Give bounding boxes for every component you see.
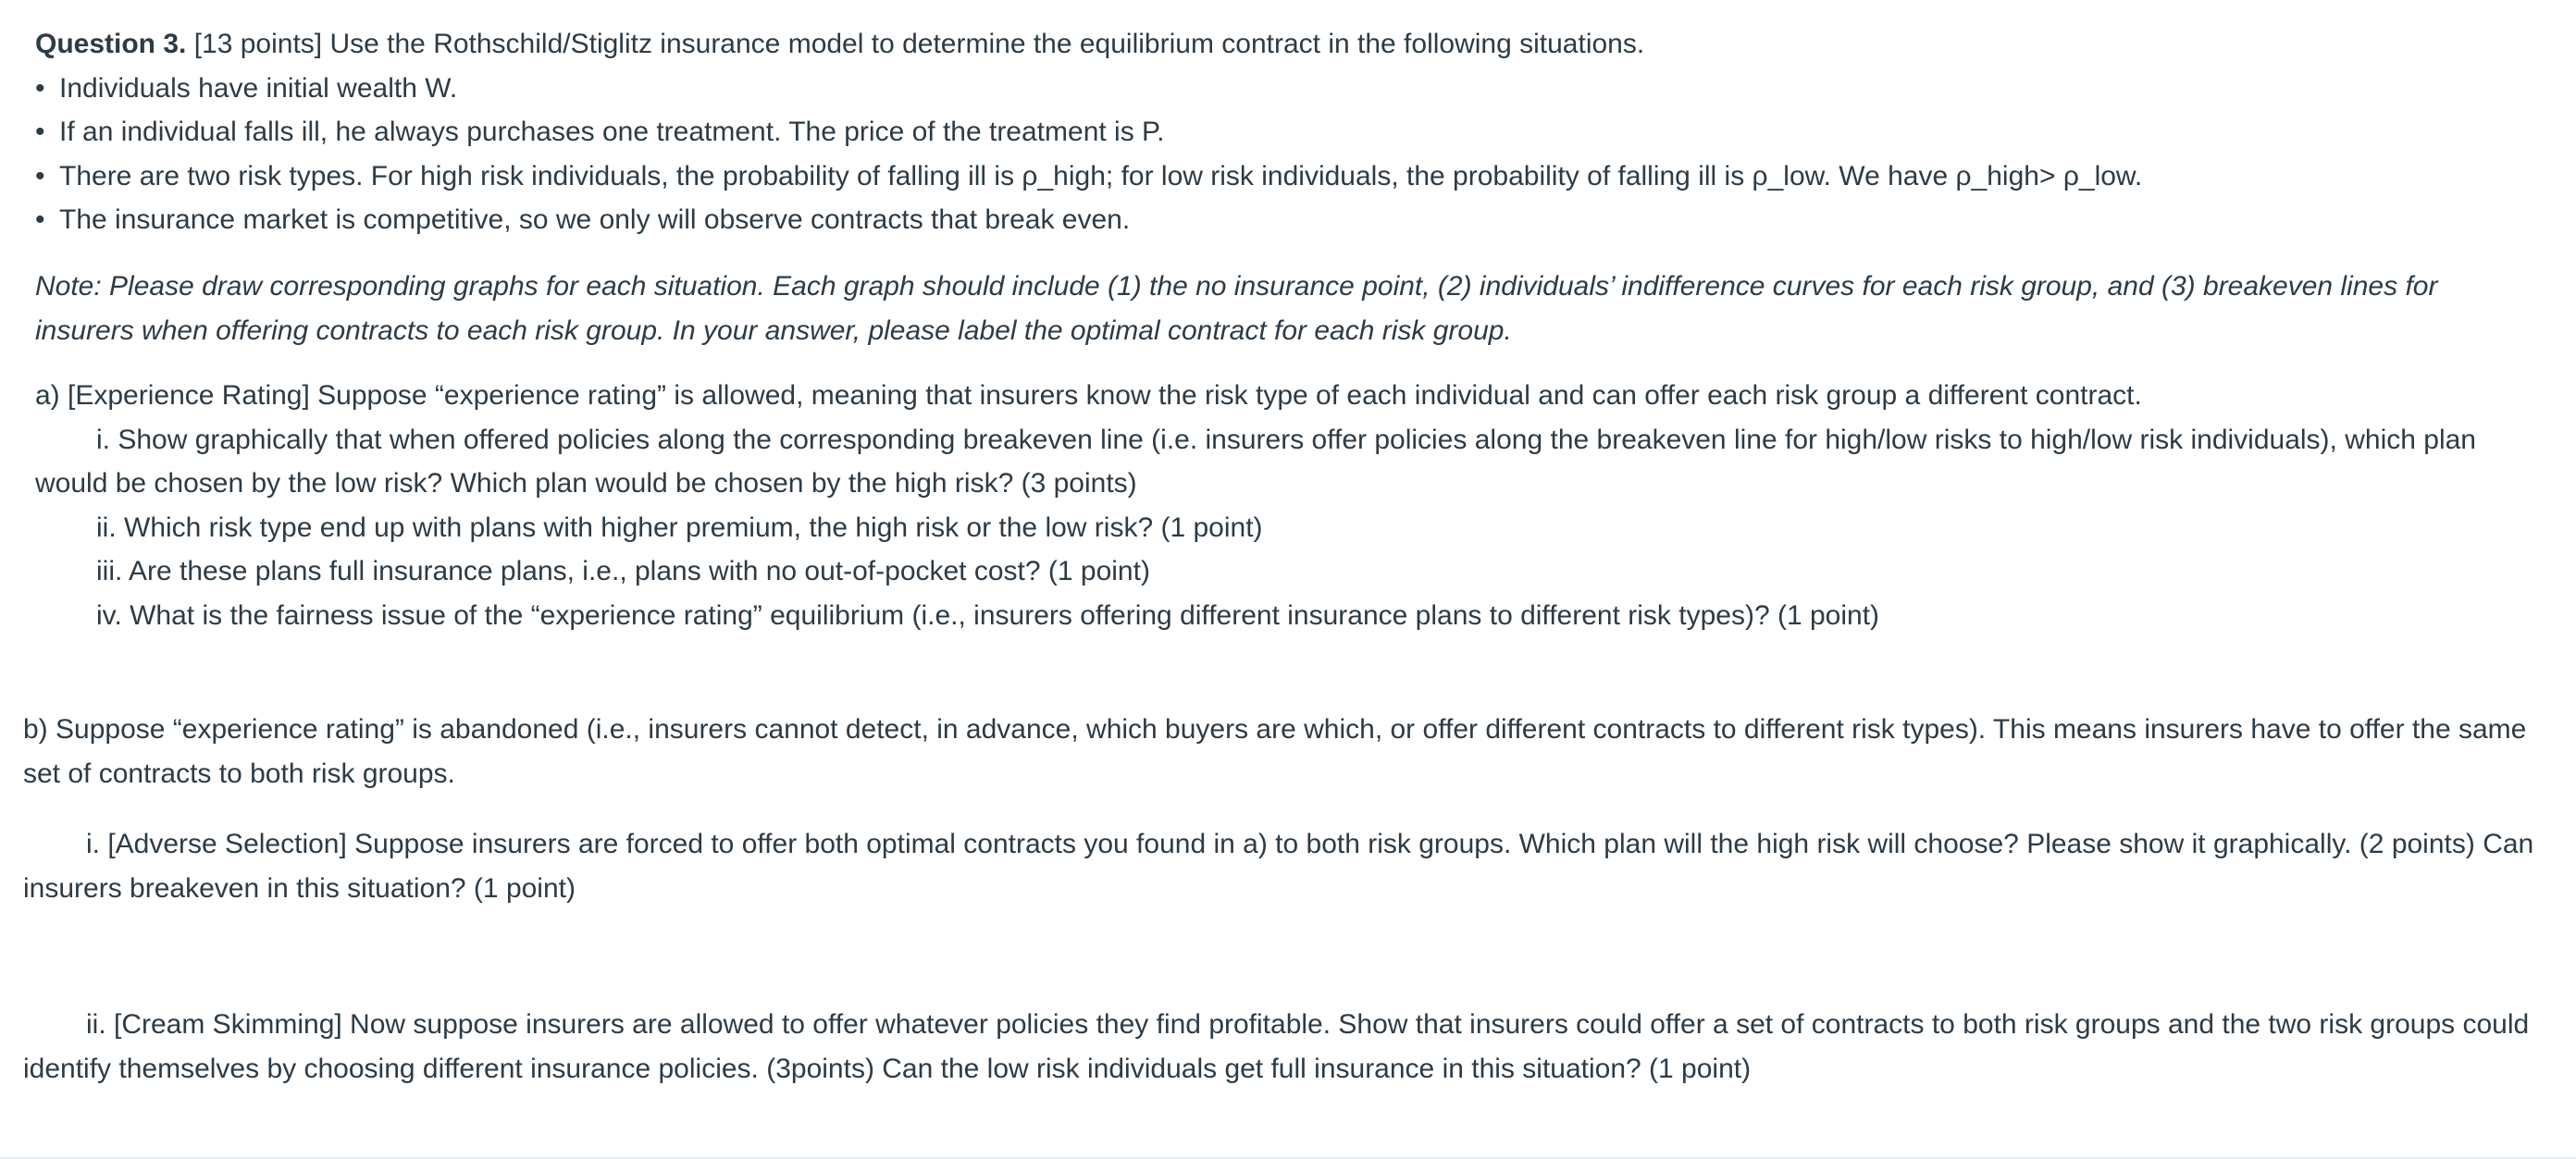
part-a-iv: iv. What is the fairness issue of the “experience rating” equilibrium (i.e., insurers offering different insurance plans to different risk types)? (1 point): [96, 599, 1880, 631]
graph-note: Note: Please draw corresponding graphs for each situation. Each graph should include (1) the no insurance point, (2) individuals’ indifference curves for each risk group, and (3) breakeven lines for insurers when offering contracts to each risk group. In your answer, please label the optimal contract for each risk group.: [35, 271, 2438, 346]
question-label: Question 3.: [35, 29, 187, 59]
part-b-ii: ii. [Cream Skimming] Now suppose insurers are allowed to offer whatever policies they find profitable. Show that insurers could offer a set of contracts to both risk groups and the two risk groups could identify themselves by choosing different insurance policies. (3points) Can the low risk individuals get full insurance in this situation? (1 point): [23, 1009, 2530, 1084]
part-a-iii: iii. Are these plans full insurance plans, i.e., plans with no out-of-pocket cost? (1 point): [96, 556, 1150, 586]
bullet-text: There are two risk types. For high risk individuals, the probability of falling ill is ρ_high; for low risk individuals, the probability of falling ill is ρ_low. We have ρ_high> ρ_low.: [59, 160, 2143, 191]
question-intro: [35, 22, 2539, 67]
bullet-text: Individuals have initial wealth W.: [59, 72, 458, 104]
bullet-icon: •: [35, 72, 45, 104]
part-a-i: i. Show graphically that when offered policies along the corresponding breakeven line (i.e. insurers offer policies along the breakeven line for high/low risks to high/low risk individuals), which plan would be chosen by the low risk? Which plan would be chosen by the high risk? (3 points): [35, 424, 2476, 499]
part-a: [35, 374, 2539, 637]
bullet-item: [35, 110, 2539, 154]
part-b-heading: b) Suppose “experience rating” is abandoned (i.e., insurers cannot detect, in advance, which buyers are which, or offer different contracts to different risk types). This means insurers have to offer the same set of contracts to both risk groups.: [23, 714, 2527, 789]
bullet-item: [35, 67, 2539, 111]
part-a-ii: ii. Which risk type end up with plans with higher premium, the high risk or the low risk? (1 point): [96, 512, 1263, 543]
bullet-icon: •: [35, 204, 45, 235]
bullet-icon: •: [35, 117, 45, 147]
part-b-i: i. [Adverse Selection] Suppose insurers are forced to offer both optimal contracts you found in a) to both risk groups. Which plan will the high risk will choose? Please show it graphically. (2 points) Can insurers breakeven in this situation? (1 point): [23, 829, 2534, 904]
bullet-item: [35, 198, 2539, 242]
part-a-heading: a) [Experience Rating] Suppose “experience rating” is allowed, meaning that insurers know the risk type of each individual and can offer each risk group a different contract.: [35, 380, 2142, 411]
bullet-text: If an individual falls ill, he always purchases one treatment. The price of the treatment is P.: [59, 117, 1165, 147]
question-block: [35, 22, 2539, 242]
bullet-text: The insurance market is competitive, so we only will observe contracts that break even.: [59, 204, 1131, 235]
bullet-item: [35, 154, 2539, 199]
question-intro-text: [13 points] Use the Rothschild/Stiglitz insurance model to determine the equilibrium contract in the following situations.: [193, 29, 1645, 59]
bullet-icon: •: [35, 160, 45, 191]
